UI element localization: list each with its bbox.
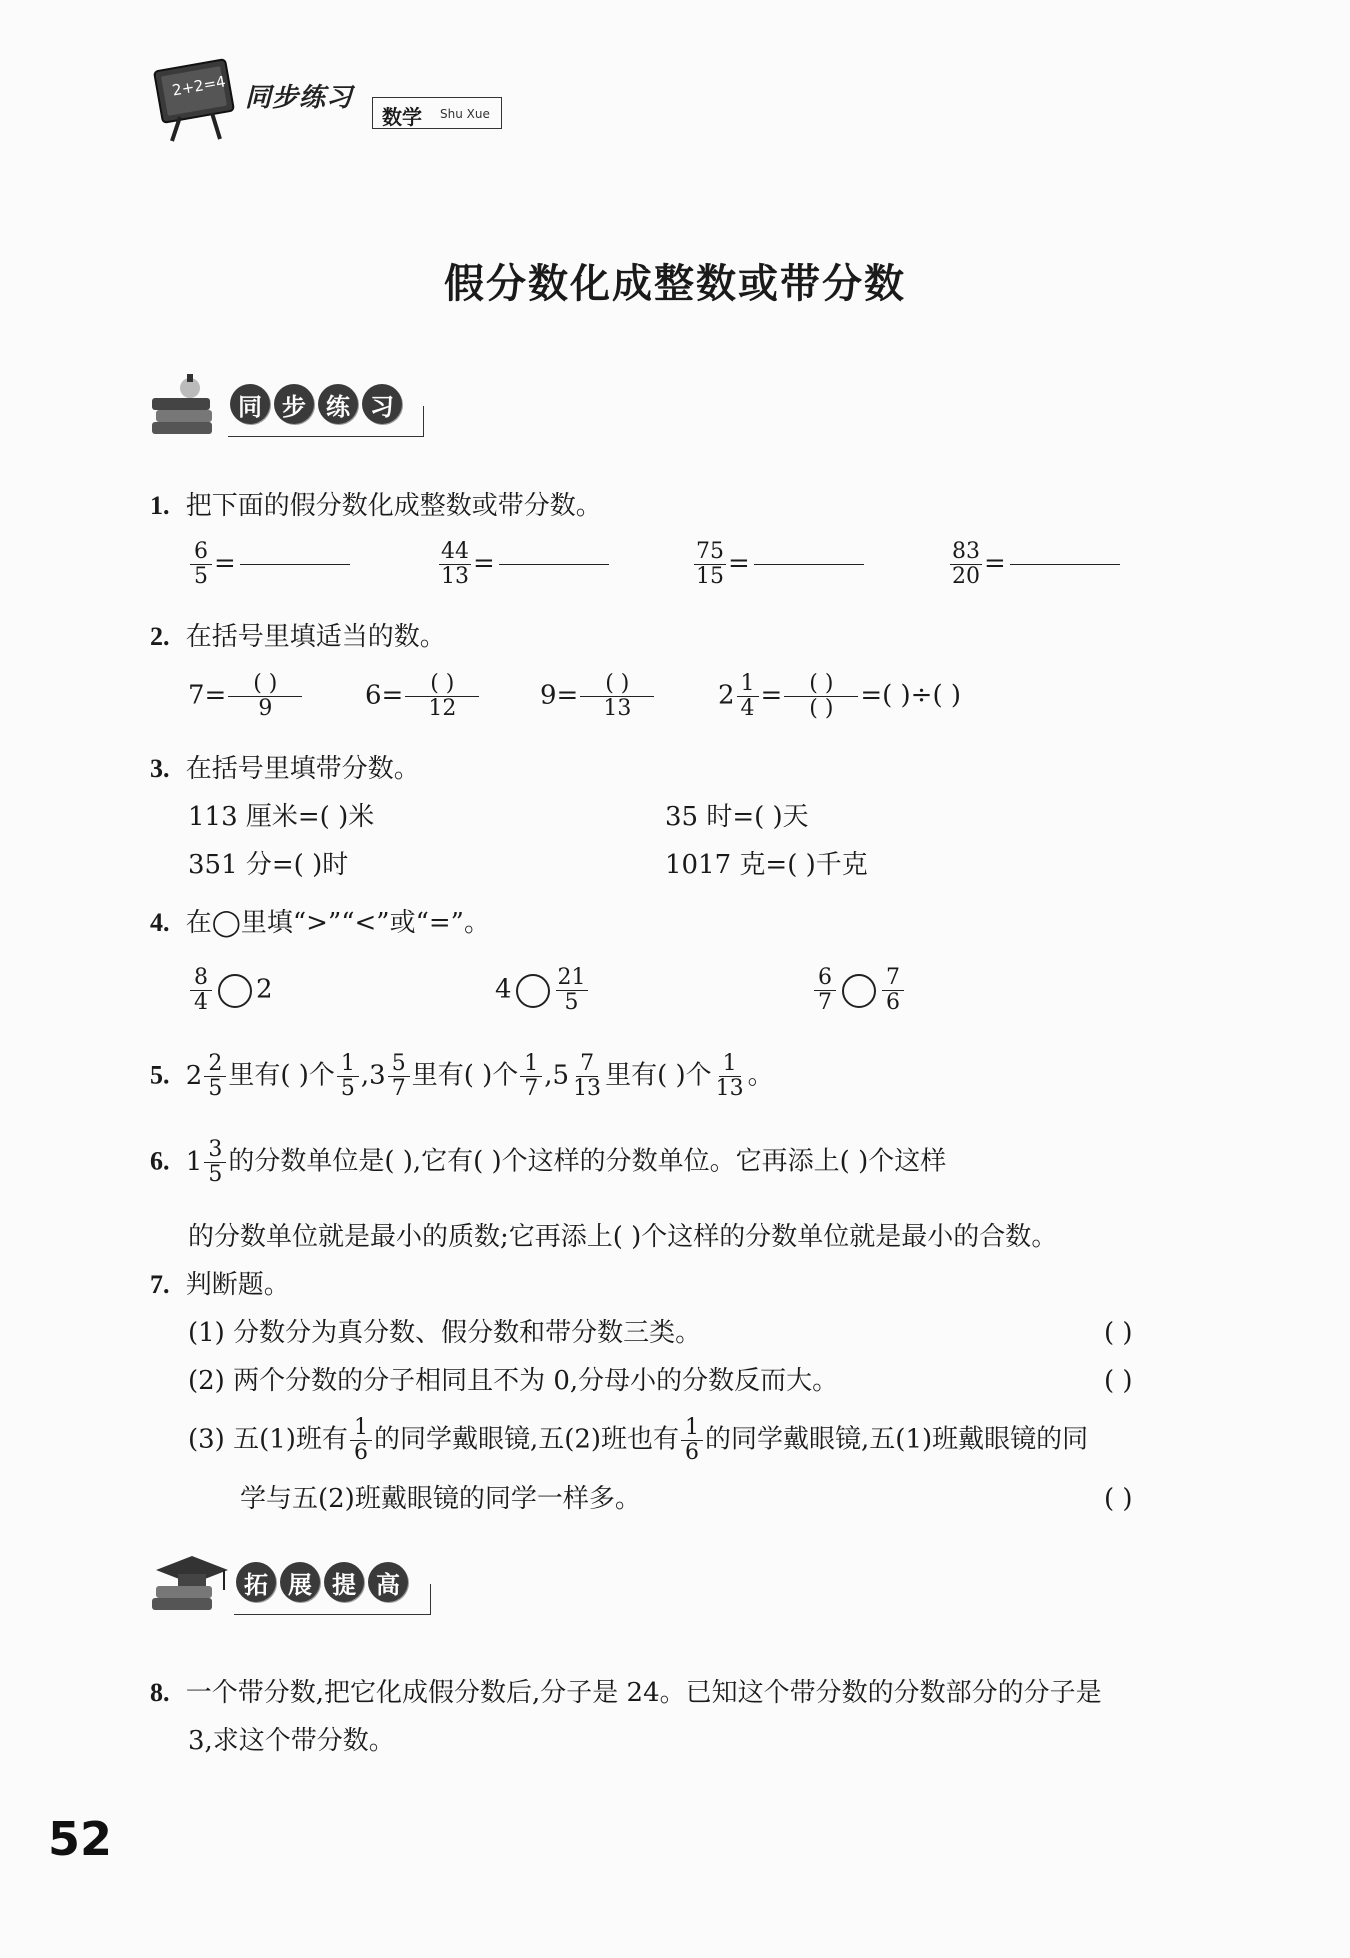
question-2: 2. 在括号里填适当的数。 (150, 622, 446, 652)
question-5: 5. 2 $\frac{2}{5}$ 里有( )个 $\frac{1}{5}$ ,3 $\frac{5}{7}$ 里有( )个 $\frac{1}{7}$ ,5 $\frac{7}{13}$ 里有( )个 $\frac{1}{13}$ 。 (150, 1051, 774, 1101)
q4-item: 4 $\frac{21}{5}$ (495, 965, 586, 1015)
question-3: 3. 在括号里填带分数。 (150, 754, 420, 784)
q2-item: 2 $\frac{1}{4}$ = $\frac{( )}{( )}$ =( )÷( ) (718, 671, 962, 721)
q3-item: 35 时=( )天 (665, 802, 809, 832)
section-underline (228, 406, 424, 437)
subject-pinyin: Shu Xue (440, 107, 490, 121)
answer-paren[interactable]: ( ) (1104, 1318, 1133, 1348)
compare-circle[interactable] (516, 974, 550, 1008)
section-header-extension (148, 1548, 438, 1628)
q7-statement-3-cont: 学与五(2)班戴眼镜的同学一样多。 (240, 1484, 641, 1514)
brand-title: 同步练习 (245, 83, 354, 113)
q7-statement-3: (3) 五(1)班有 $\frac{1}{6}$ 的同学戴眼镜,五(2)班也有 $\frac{1}{6}$ 的同学戴眼镜,五(1)班戴眼镜的同 (188, 1415, 1089, 1465)
page-title: 假分数化成整数或带分数 (444, 260, 906, 307)
q2-item: 6= $\frac{( )}{12}$ (365, 672, 481, 721)
q3-item: 351 分=( )时 (188, 850, 349, 880)
q3-item: 113 厘米=( )米 (188, 802, 375, 832)
q1-item: $\frac{75}{15}$ = (692, 540, 864, 589)
question-6-cont: 的分数单位就是最小的质数;它再添上( )个这样的分数单位就是最小的合数。 (188, 1222, 1058, 1252)
q7-statement-1: (1) 分数分为真分数、假分数和带分数三类。 (188, 1318, 702, 1348)
q3-item: 1017 克=( )千克 (665, 850, 868, 880)
question-1: 1. 把下面的假分数化成整数或带分数。 (150, 491, 602, 521)
answer-paren[interactable]: ( ) (1104, 1484, 1133, 1514)
section-char: 高 (368, 1562, 408, 1602)
question-text: 把下面的假分数化成整数或带分数。 (185, 491, 602, 521)
section-underline (234, 1584, 431, 1615)
section-char: 拓 (236, 1562, 276, 1602)
section-char: 习 (362, 384, 402, 424)
compare-circle[interactable] (218, 974, 252, 1008)
subject-cn: 数学 (382, 105, 422, 129)
q2-item: 9= $\frac{( )}{13}$ (540, 672, 656, 721)
q4-item: $\frac{8}{4}$ 2 (188, 966, 273, 1015)
compare-circle[interactable] (842, 974, 876, 1008)
question-8-cont: 3,求这个带分数。 (188, 1726, 395, 1756)
q4-item: $\frac{6}{7}$ $\frac{7}{6}$ (812, 966, 906, 1015)
q2-item: 7= $\frac{( )}{9}$ (188, 672, 304, 721)
q1-item: $\frac{44}{13}$ = (437, 540, 609, 589)
question-7: 7. 判断题。 (150, 1270, 290, 1300)
q1-item: $\frac{6}{5}$ = (188, 540, 350, 589)
section-char: 提 (324, 1562, 364, 1602)
section-header-practice (148, 370, 428, 450)
graduation-cap-icon (148, 1548, 232, 1628)
section-char: 步 (274, 384, 314, 424)
board-text: 2+2=4 (170, 72, 227, 100)
section-char: 同 (230, 384, 270, 424)
page-number: 52 (48, 1812, 113, 1866)
section-char: 练 (318, 384, 358, 424)
question-6: 6. 1 $\frac{3}{5}$ 的分数单位是( ),它有( )个这样的分数单位。它再添上( )个这样 (150, 1137, 947, 1187)
q1-item: $\frac{83}{20}$ = (948, 540, 1120, 589)
books-lamp-icon (148, 370, 228, 450)
q7-statement-2: (2) 两个分数的分子相同且不为 0,分母小的分数反而大。 (188, 1366, 839, 1396)
section-char: 展 (280, 1562, 320, 1602)
chalkboard-icon (150, 55, 240, 145)
question-8: 8. 一个带分数,把它化成假分数后,分子是 24。已知这个带分数的分数部分的分子是 (150, 1678, 1102, 1708)
answer-paren[interactable]: ( ) (1104, 1366, 1133, 1396)
question-4: 4. 在◯里填“>”“<”或“=”。 (150, 908, 490, 938)
header (150, 55, 510, 145)
